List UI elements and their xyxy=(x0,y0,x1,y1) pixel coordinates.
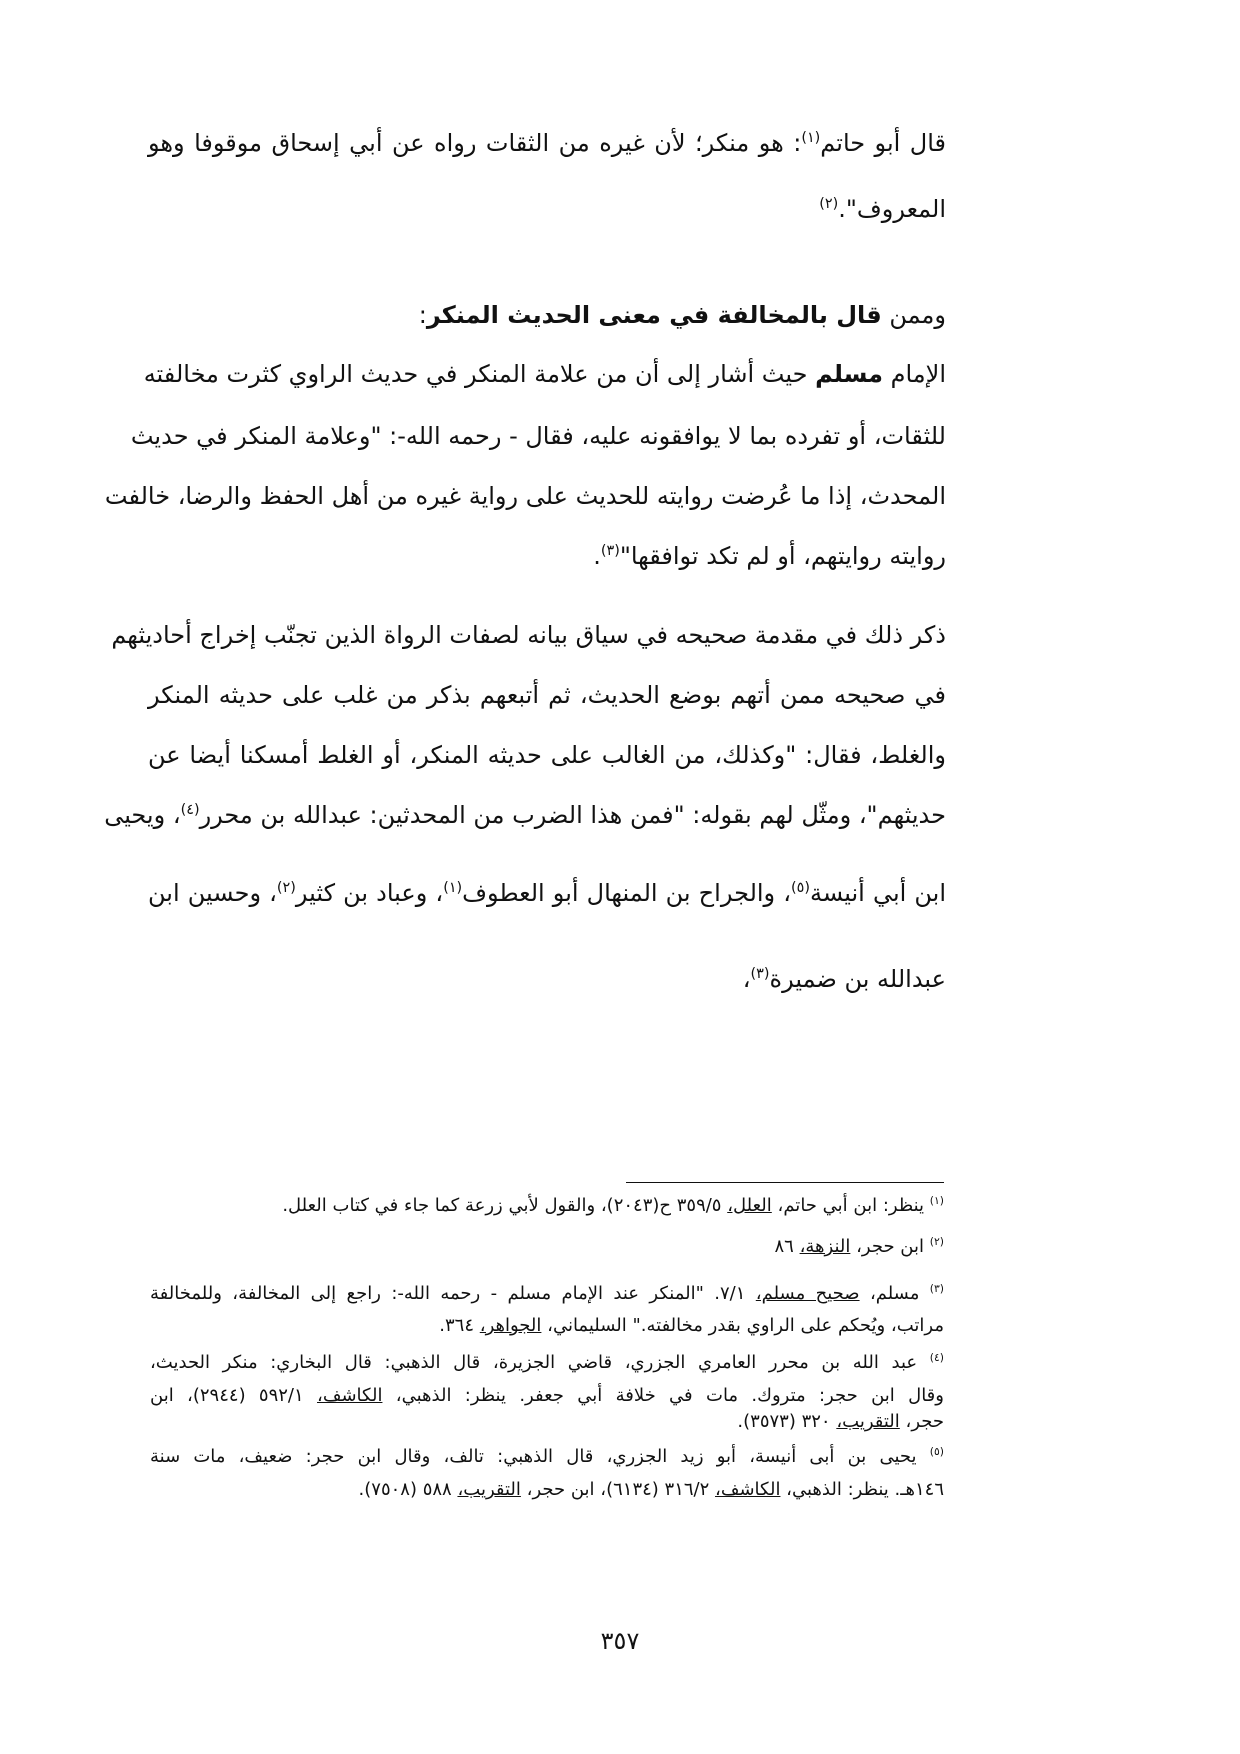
footnote-4-line-2: وقال ابن حجر: متروك. مات في خلافة أبي جعفر. ينظر: الذهبي، الكاشف، ٥٩٢/١ (٢٩٤٤)، ابن xyxy=(150,1385,944,1406)
footnote-3-line-1: $^{(٣)}$ مسلم، صحيح مسلم، ٧/١. "المنكر عند الإمام مسلم - رحمه الله-: راجع إلى المخالفة، وللمخالفة xyxy=(150,1282,945,1304)
footnote-1: $^{(١)}$ ينظر: ابن أبي حاتم، العلل، ٣٥٩/٥ ح(٢٠٤٣)، والقول لأبي زرعة كما جاء في كتاب العلل. xyxy=(282,1194,944,1216)
footnote-ref: (٢) xyxy=(819,196,839,212)
footnote-5-line-2: ١٤٦هـ. ينظر: الذهبي، الكاشف، ٣١٦/٢ (٦١٣٤)، ابن حجر، التقريب، ٥٨٨ (٧٥٠٨). xyxy=(358,1479,944,1500)
paragraph-2-line-4: روايته روايتهم، أو لم تكد توافقها"$^{(٣)}$. xyxy=(593,542,946,570)
footnote-separator xyxy=(626,1182,944,1183)
footnote-5-line-1: $^{(٥)}$ يحيى بن أبى أنيسة، أبو زيد الجزري، قال الذهبي: تالف، وقال ابن حجر: ضعيف، مات سنة xyxy=(150,1445,944,1467)
footnote-4-line-1: $^{(٤)}$ عبد الله بن محرر العامري الجزري، قاضي الجزيرة، قال الذهبي: قال البخاري: منكر الحديث، xyxy=(150,1351,944,1373)
paragraph-2-line-3: المحدث، إذا ما عُرضت روايته للحديث على رواية غيره من أهل الحفظ والرضا، خالفت xyxy=(104,482,946,510)
paragraph-3-line-3: والغلط، فقال: "وكذلك، من الغالب على حديثه المنكر، أو الغلط أمسكنا أيضا عن xyxy=(148,741,946,769)
footnote-ref: (٣) xyxy=(750,966,770,982)
paragraph-3-line-6: عبدالله بن ضميرة$^{(٣)}$، xyxy=(742,965,946,993)
paragraph-1-line-1: قال أبو حاتم$^{(١)}$: هو منكر؛ لأن غيره من الثقات رواه عن أبي إسحاق موقوفا وهو xyxy=(148,129,946,157)
footnote-ref: (٣) xyxy=(600,543,620,559)
paragraph-3-line-2: في صحيحه ممن أتهم بوضع الحديث، ثم أتبعهم بذكر من غلب على حديثه المنكر xyxy=(148,681,946,709)
footnote-ref: (٤) xyxy=(180,802,200,818)
section-heading: وممن قال بالمخالفة في معنى الحديث المنكر: xyxy=(418,301,946,329)
footnote-2: $^{(٢)}$ ابن حجر، النزهة، ٨٦ xyxy=(774,1235,944,1257)
paragraph-2-line-2: للثقات، أو تفرده بما لا يوافقونه عليه، فقال - رحمه الله-: "وعلامة المنكر في حديث xyxy=(130,422,946,450)
page-number: ٣٥٧ xyxy=(600,1627,640,1655)
paragraph-3-line-4: حديثهم"، ومثّل لهم بقوله: "فمن هذا الضرب من المحدثين: عبدالله بن محرر$^{(٤)}$، ويحيى xyxy=(104,801,946,829)
footnote-ref: (٢) xyxy=(276,880,296,896)
footnote-3-line-2: مراتب، ويُحكم على الراوي بقدر مخالفته." السليماني، الجواهر، ٣٦٤. xyxy=(439,1315,944,1336)
paragraph-3-line-1: ذكر ذلك في مقدمة صحيحه في سياق بيانه لصفات الرواة الذين تجنّب إخراج أحاديثهم xyxy=(111,621,946,649)
paragraph-1-line-2: المعروف".$^{(٢)}$ xyxy=(819,195,946,223)
paragraph-2-line-1: الإمام مسلم حيث أشار إلى أن من علامة المنكر في حديث الراوي كثرت مخالفته xyxy=(143,360,946,388)
footnote-ref: (٥) xyxy=(791,880,810,896)
paragraph-3-line-5: ابن أبي أنيسة$^{(٥)}$، والجراح بن المنهال أبو العطوف$^{(١)}$، وعباد بن كثير$^{(٢)}$، وحسين ابن xyxy=(148,879,947,907)
footnote-4-line-3: حجر، التقريب، ٣٢٠ (٣٥٧٣). xyxy=(737,1411,944,1432)
footnote-ref: (١) xyxy=(801,130,821,146)
footnote-ref: (١) xyxy=(443,880,463,896)
